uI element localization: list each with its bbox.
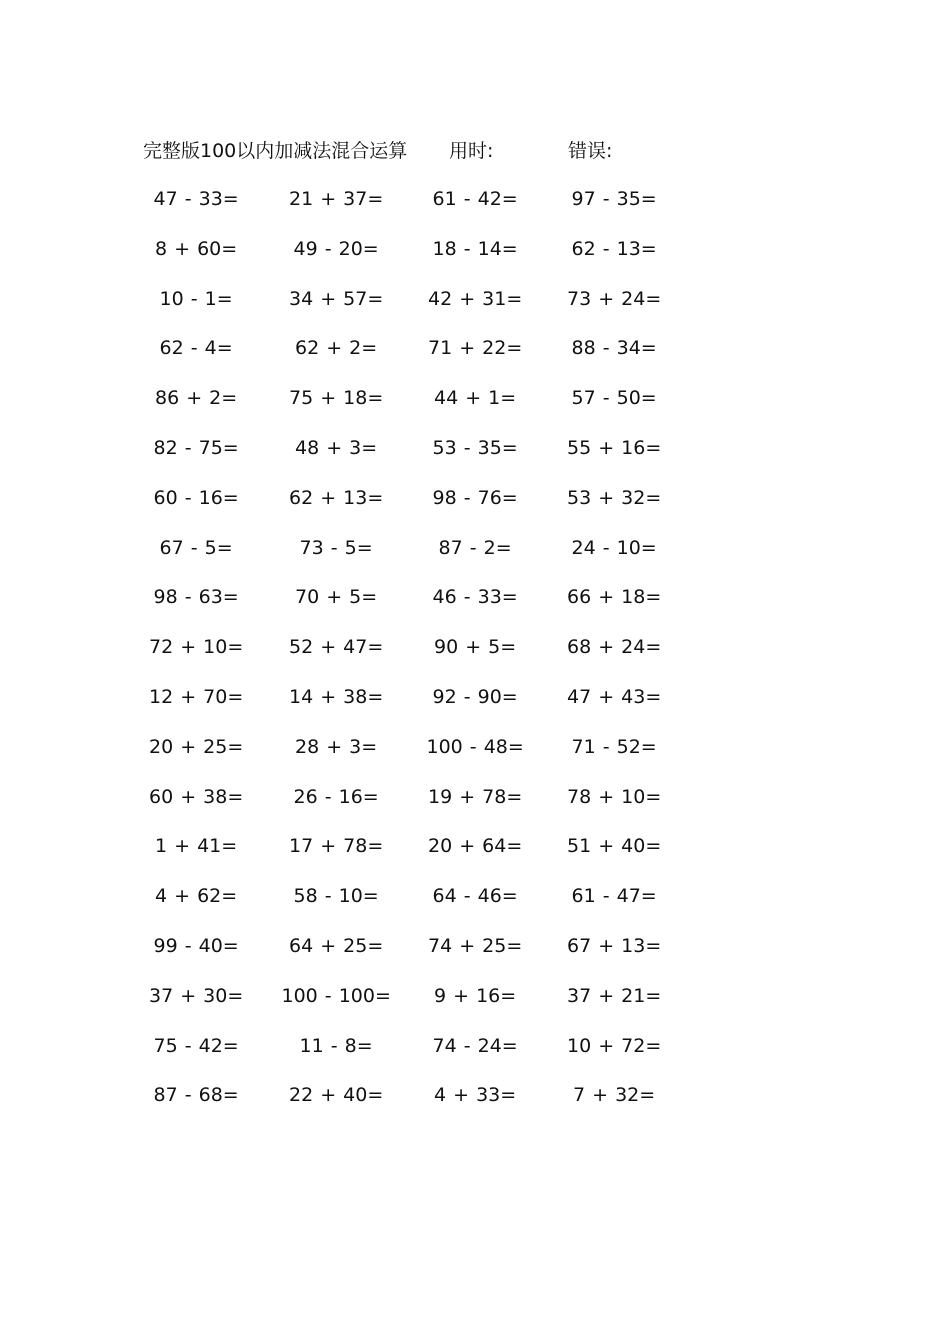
- problem-r1-c4: 97 - 35=: [571, 188, 657, 210]
- problem-r14-c2: 17 + 78=: [289, 835, 384, 858]
- worksheet-title: 完整版100以内加减法混合运算: [143, 140, 408, 162]
- problem-r7-c3: 98 - 76=: [432, 486, 518, 509]
- problem-r13-c3: 19 + 78=: [428, 785, 523, 808]
- problem-r2-c2: 49 - 20=: [293, 237, 379, 260]
- problem-r13-c4: 78 + 10=: [567, 785, 662, 808]
- problem-r18-c4: 10 + 72=: [567, 1034, 662, 1057]
- problem-r15-c3: 64 - 46=: [432, 885, 518, 908]
- problem-r14-c4: 51 + 40=: [567, 835, 662, 858]
- problem-r19-c2: 22 + 40=: [289, 1084, 384, 1107]
- problem-r3-c1: 10 - 1=: [159, 287, 233, 310]
- problem-r7-c2: 62 + 13=: [289, 486, 384, 509]
- problem-r5-c1: 86 + 2=: [155, 387, 238, 410]
- problem-r17-c3: 9 + 16=: [434, 984, 517, 1007]
- problem-r2-c1: 8 + 60=: [155, 237, 238, 260]
- problem-r8-c2: 73 - 5=: [299, 536, 373, 559]
- problem-r12-c1: 20 + 25=: [149, 735, 244, 758]
- problem-r6-c1: 82 - 75=: [153, 437, 239, 459]
- problem-r14-c1: 1 + 41=: [155, 835, 238, 858]
- problem-r5-c3: 44 + 1=: [434, 387, 517, 410]
- problem-r15-c2: 58 - 10=: [293, 885, 379, 908]
- problem-r15-c1: 4 + 62=: [155, 885, 238, 908]
- problem-r8-c1: 67 - 5=: [159, 536, 233, 559]
- problem-r3-c2: 34 + 57=: [289, 287, 384, 310]
- problem-r16-c4: 67 + 13=: [567, 935, 662, 957]
- problem-r6-c2: 48 + 3=: [295, 437, 378, 459]
- problem-r13-c1: 60 + 38=: [149, 785, 244, 808]
- problem-r19-c1: 87 - 68=: [153, 1084, 239, 1107]
- problem-r10-c3: 90 + 5=: [434, 636, 517, 659]
- problem-r12-c3: 100 - 48=: [426, 735, 524, 758]
- problem-r9-c3: 46 - 33=: [432, 586, 518, 609]
- problem-r2-c3: 18 - 14=: [432, 237, 518, 260]
- problem-r2-c4: 62 - 13=: [571, 237, 657, 260]
- problem-r5-c2: 75 + 18=: [289, 387, 384, 410]
- problem-r11-c1: 12 + 70=: [149, 686, 244, 708]
- problem-r12-c4: 71 - 52=: [571, 735, 657, 758]
- problem-r19-c4: 7 + 32=: [573, 1084, 656, 1107]
- problem-r11-c2: 14 + 38=: [289, 686, 384, 708]
- problem-r18-c3: 74 - 24=: [432, 1034, 518, 1057]
- problem-r8-c4: 24 - 10=: [571, 536, 657, 559]
- problem-r9-c4: 66 + 18=: [567, 586, 662, 609]
- problem-r18-c1: 75 - 42=: [153, 1034, 239, 1057]
- problem-r10-c2: 52 + 47=: [289, 636, 384, 659]
- problem-r17-c1: 37 + 30=: [149, 984, 244, 1007]
- problem-r10-c4: 68 + 24=: [567, 636, 662, 659]
- problem-r4-c4: 88 - 34=: [571, 337, 657, 360]
- problem-r4-c1: 62 - 4=: [159, 337, 233, 360]
- problem-r10-c1: 72 + 10=: [149, 636, 244, 659]
- problem-r16-c2: 64 + 25=: [289, 935, 384, 957]
- problem-r9-c1: 98 - 63=: [153, 586, 239, 609]
- problem-r6-c3: 53 - 35=: [432, 437, 518, 459]
- problem-r3-c4: 73 + 24=: [567, 287, 662, 310]
- problem-r19-c3: 4 + 33=: [434, 1084, 517, 1107]
- problem-r1-c1: 47 - 33=: [153, 188, 239, 210]
- errors-label: 错误:: [568, 140, 613, 162]
- problem-r12-c2: 28 + 3=: [295, 735, 378, 758]
- problem-r9-c2: 70 + 5=: [295, 586, 378, 609]
- problem-r4-c2: 62 + 2=: [295, 337, 378, 360]
- problem-r7-c1: 60 - 16=: [153, 486, 239, 509]
- problem-r11-c3: 92 - 90=: [432, 686, 518, 708]
- problem-r16-c3: 74 + 25=: [428, 935, 523, 957]
- problem-r17-c2: 100 - 100=: [281, 984, 391, 1007]
- problem-r8-c3: 87 - 2=: [438, 536, 512, 559]
- problem-r6-c4: 55 + 16=: [567, 437, 662, 459]
- worksheet-header: [143, 136, 663, 166]
- problem-r1-c3: 61 - 42=: [432, 188, 518, 210]
- problem-r14-c3: 20 + 64=: [428, 835, 523, 858]
- problem-r7-c4: 53 + 32=: [567, 486, 662, 509]
- problem-r11-c4: 47 + 43=: [567, 686, 662, 708]
- problem-r4-c3: 71 + 22=: [428, 337, 523, 360]
- problem-r17-c4: 37 + 21=: [567, 984, 662, 1007]
- problem-r1-c2: 21 + 37=: [289, 188, 384, 210]
- problem-r3-c3: 42 + 31=: [428, 287, 523, 310]
- time-used-label: 用时:: [449, 140, 494, 162]
- problem-r13-c2: 26 - 16=: [293, 785, 379, 808]
- problem-r18-c2: 11 - 8=: [299, 1034, 373, 1057]
- problem-r15-c4: 61 - 47=: [571, 885, 657, 908]
- problem-r16-c1: 99 - 40=: [153, 935, 239, 957]
- problem-r5-c4: 57 - 50=: [571, 387, 657, 410]
